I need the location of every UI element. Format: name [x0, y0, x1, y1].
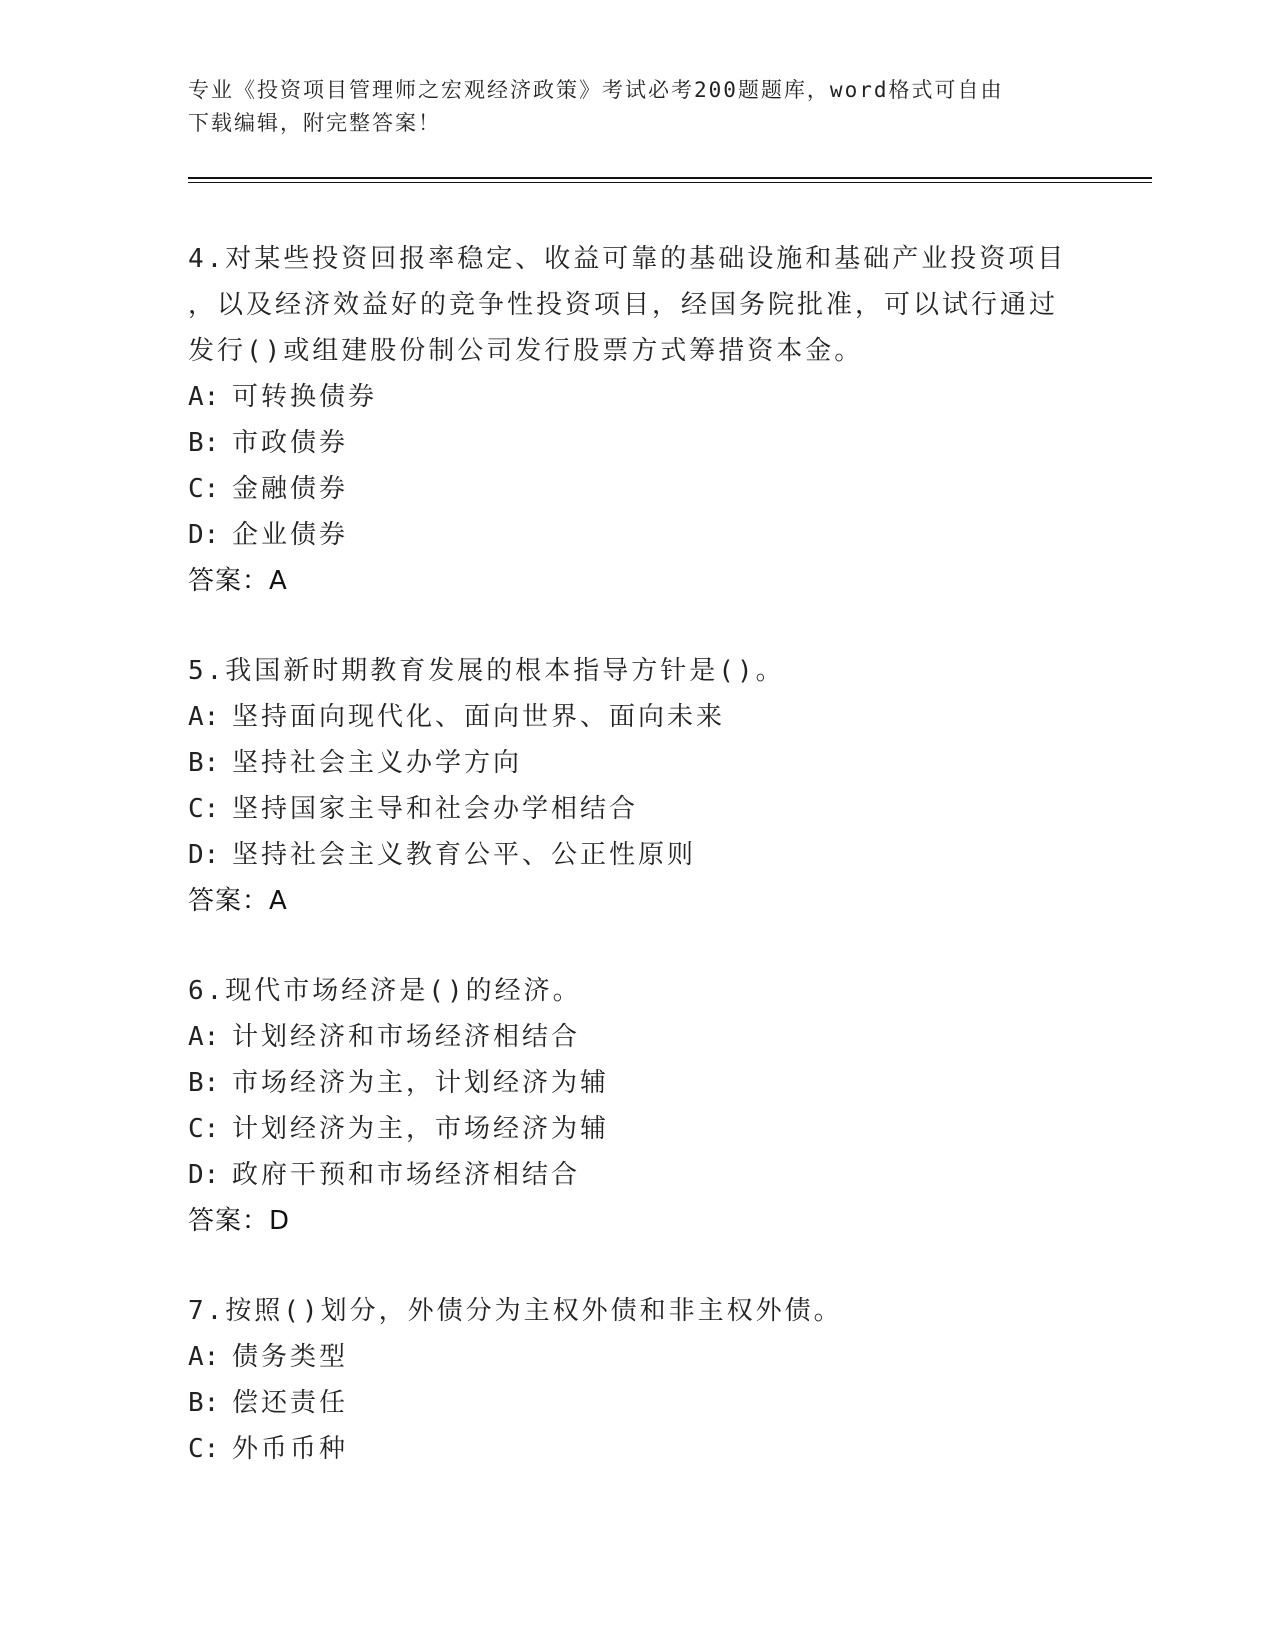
- answer-option: [188, 374, 1088, 420]
- question-spacer: [188, 924, 1088, 950]
- answer-option: [188, 512, 1088, 558]
- answer-option: [188, 420, 1088, 466]
- question-block: [188, 648, 1088, 950]
- option-letter: A:: [188, 1022, 220, 1052]
- option-text: 政府干预和市场经济相结合: [232, 1160, 581, 1190]
- answer-key: 答案：A: [188, 886, 288, 916]
- option-letter: D:: [188, 520, 220, 550]
- option-text: 外币币种: [232, 1434, 349, 1464]
- option-text: 可转换债券: [232, 382, 378, 412]
- answer-option: [188, 1334, 1088, 1380]
- option-letter: C:: [188, 1434, 220, 1464]
- question-stem-line: 6.现代市场经济是()的经济。: [188, 976, 582, 1006]
- header-rule-thick: [188, 177, 1152, 179]
- answer-option: [188, 694, 1088, 740]
- option-text: 企业债券: [232, 520, 349, 550]
- answer-option: [188, 1380, 1088, 1426]
- question-stem-line: 7.按照()划分，外债分为主权外债和非主权外债。: [188, 1296, 843, 1326]
- question-block: [188, 968, 1088, 1270]
- option-letter: D:: [188, 1160, 220, 1190]
- option-text: 金融债券: [232, 474, 349, 504]
- option-letter: B:: [188, 1068, 220, 1098]
- question-stem-line: ，以及经济效益好的竞争性投资项目，经国务院批准，可以试行通过: [188, 290, 1059, 320]
- option-letter: C:: [188, 1114, 220, 1144]
- option-letter: A:: [188, 382, 220, 412]
- option-text: 市政债券: [232, 428, 349, 458]
- answer-key: 答案：A: [188, 566, 288, 596]
- option-text: 坚持面向现代化、面向世界、面向未来: [232, 702, 726, 732]
- answer-option: [188, 1060, 1088, 1106]
- answer-option: [188, 832, 1088, 878]
- answer-option: [188, 1426, 1088, 1472]
- answer-option: [188, 786, 1088, 832]
- answer-option: [188, 740, 1088, 786]
- answer-option: [188, 1014, 1088, 1060]
- question-stem-line: 发行()或组建股份制公司发行股票方式筹措资本金。: [188, 336, 864, 366]
- option-text: 偿还责任: [232, 1388, 349, 1418]
- question-stem-line: 4.对某些投资回报率稳定、收益可靠的基础设施和基础产业投资项目: [188, 244, 1067, 274]
- answer-key: 答案：D: [188, 1206, 291, 1236]
- option-text: 市场经济为主，计划经济为辅: [232, 1068, 610, 1098]
- question-spacer: [188, 1244, 1088, 1270]
- option-text: 计划经济为主，市场经济为辅: [232, 1114, 610, 1144]
- answer-option: [188, 1106, 1088, 1152]
- answer-option: [188, 1152, 1088, 1198]
- header-line-1: 专业《投资项目管理师之宏观经济政策》考试必考200题题库，word格式可自由: [188, 78, 1004, 102]
- option-text: 坚持国家主导和社会办学相结合: [232, 794, 639, 824]
- option-text: 债务类型: [232, 1342, 349, 1372]
- answer-option: [188, 466, 1088, 512]
- question-stem-line: 5.我国新时期教育发展的根本指导方针是()。: [188, 656, 785, 686]
- option-text: 计划经济和市场经济相结合: [232, 1022, 581, 1052]
- option-letter: A:: [188, 702, 220, 732]
- option-text: 坚持社会主义教育公平、公正性原则: [232, 840, 697, 870]
- question-list: [188, 236, 1088, 1490]
- question-block: [188, 1288, 1088, 1472]
- question-spacer: [188, 604, 1088, 630]
- option-letter: D:: [188, 840, 220, 870]
- option-letter: C:: [188, 474, 220, 504]
- option-letter: A:: [188, 1342, 220, 1372]
- option-letter: B:: [188, 428, 220, 458]
- option-letter: B:: [188, 1388, 220, 1418]
- option-letter: C:: [188, 794, 220, 824]
- option-letter: B:: [188, 748, 220, 778]
- header-rule-thin: [188, 182, 1152, 183]
- header-line-2: 下载编辑，附完整答案！: [188, 111, 441, 135]
- question-block: [188, 236, 1088, 630]
- document-header: [188, 74, 1068, 140]
- option-text: 坚持社会主义办学方向: [232, 748, 523, 778]
